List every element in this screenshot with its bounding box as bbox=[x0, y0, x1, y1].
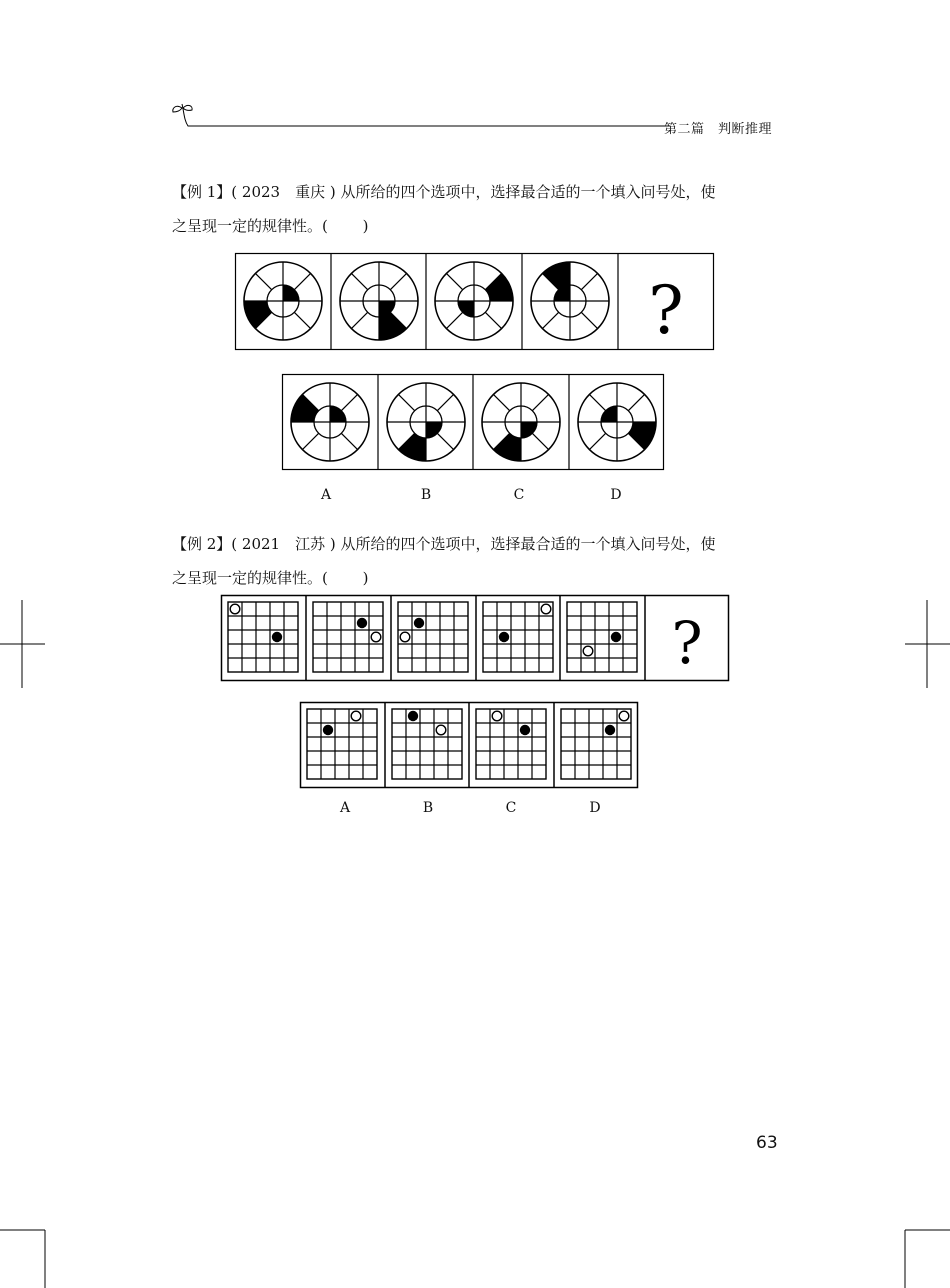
divider-line bbox=[485, 312, 501, 328]
black-dot bbox=[408, 711, 418, 721]
example1-option-b-figure bbox=[387, 383, 465, 461]
question-mark-2: ? bbox=[671, 609, 703, 677]
grid-border bbox=[476, 709, 546, 779]
divider-line bbox=[390, 273, 406, 289]
white-circle bbox=[400, 632, 410, 642]
example2-figure-4 bbox=[483, 602, 553, 672]
white-circle bbox=[492, 711, 502, 721]
example2-question-figures bbox=[221, 595, 730, 681]
question-mark: ? bbox=[648, 272, 684, 349]
example2-figure-3 bbox=[398, 602, 468, 672]
example1-option-d-figure bbox=[578, 383, 656, 461]
example1-option-d-label: D bbox=[610, 487, 622, 503]
divider-line bbox=[341, 433, 357, 449]
divider-line bbox=[341, 394, 357, 410]
divider-line bbox=[294, 273, 310, 289]
example2-figure-5 bbox=[567, 602, 637, 672]
example1-question-figures bbox=[235, 253, 715, 350]
divider-line bbox=[398, 394, 414, 410]
divider-line bbox=[532, 433, 548, 449]
example1-line1: 【例 1】( 2023 重庆 ) 从所给的四个选项中，选择最合适的一个填入问号处，使 bbox=[172, 183, 716, 201]
divider-line bbox=[437, 394, 453, 410]
example1-option-a-label: A bbox=[320, 487, 332, 503]
grid-border bbox=[392, 709, 462, 779]
example1-option-c-label: C bbox=[513, 487, 525, 503]
divider-line bbox=[351, 273, 367, 289]
divider-line bbox=[351, 312, 367, 328]
example1-figure-1 bbox=[244, 262, 322, 340]
example1-question bbox=[172, 175, 780, 243]
divider-line bbox=[446, 312, 462, 328]
example2-line2: 之呈现一定的规律性。( ) bbox=[172, 569, 369, 587]
example1-line2: 之呈现一定的规律性。( ) bbox=[172, 217, 369, 235]
white-circle bbox=[541, 604, 551, 614]
example2-option-a-label: A bbox=[339, 800, 351, 816]
example2-option-b-figure bbox=[392, 709, 462, 779]
white-circle bbox=[351, 711, 361, 721]
divider-line bbox=[446, 273, 462, 289]
divider-line bbox=[542, 312, 558, 328]
white-circle bbox=[619, 711, 629, 721]
black-dot bbox=[414, 618, 424, 628]
divider-line bbox=[581, 312, 597, 328]
divider-line bbox=[302, 433, 318, 449]
example2-question bbox=[172, 527, 780, 595]
white-circle bbox=[371, 632, 381, 642]
example2-figure-2 bbox=[313, 602, 383, 672]
white-circle bbox=[583, 646, 593, 656]
example2-figure-1 bbox=[228, 602, 298, 672]
example2-option-c-figure bbox=[476, 709, 546, 779]
sprout-icon bbox=[170, 100, 670, 130]
grid-border bbox=[567, 602, 637, 672]
example2-option-d-label: D bbox=[589, 800, 601, 816]
black-dot bbox=[323, 725, 333, 735]
example1-option-c-figure bbox=[482, 383, 560, 461]
divider-line bbox=[294, 312, 310, 328]
page-number: 63 bbox=[756, 1133, 778, 1153]
example1-figure-4 bbox=[531, 262, 609, 340]
divider-line bbox=[589, 433, 605, 449]
black-dot bbox=[611, 632, 621, 642]
example2-options-figures bbox=[300, 702, 639, 788]
divider-line bbox=[255, 273, 271, 289]
white-circle bbox=[436, 725, 446, 735]
example2-option-b-label: B bbox=[422, 800, 434, 816]
black-dot bbox=[499, 632, 509, 642]
black-dot bbox=[520, 725, 530, 735]
section-title: 第二篇 判断推理 bbox=[664, 122, 773, 137]
divider-line bbox=[589, 394, 605, 410]
example1-figure-3 bbox=[435, 262, 513, 340]
black-dot bbox=[272, 632, 282, 642]
divider-line bbox=[628, 394, 644, 410]
black-dot bbox=[357, 618, 367, 628]
example2-option-a-figure bbox=[307, 709, 377, 779]
divider-line bbox=[437, 433, 453, 449]
grid-border bbox=[307, 709, 377, 779]
divider-line bbox=[581, 273, 597, 289]
example1-options-figures bbox=[282, 374, 665, 470]
example2-option-d-figure bbox=[561, 709, 631, 779]
example2-option-c-label: C bbox=[505, 800, 517, 816]
divider-line bbox=[532, 394, 548, 410]
example1-option-b-label: B bbox=[420, 487, 432, 503]
example1-option-a-figure bbox=[291, 383, 369, 461]
white-circle bbox=[230, 604, 240, 614]
example1-figure-2 bbox=[340, 262, 418, 340]
black-dot bbox=[605, 725, 615, 735]
divider-line bbox=[493, 394, 509, 410]
example2-line1: 【例 2】( 2021 江苏 ) 从所给的四个选项中，选择最合适的一个填入问号处，使 bbox=[172, 535, 716, 553]
